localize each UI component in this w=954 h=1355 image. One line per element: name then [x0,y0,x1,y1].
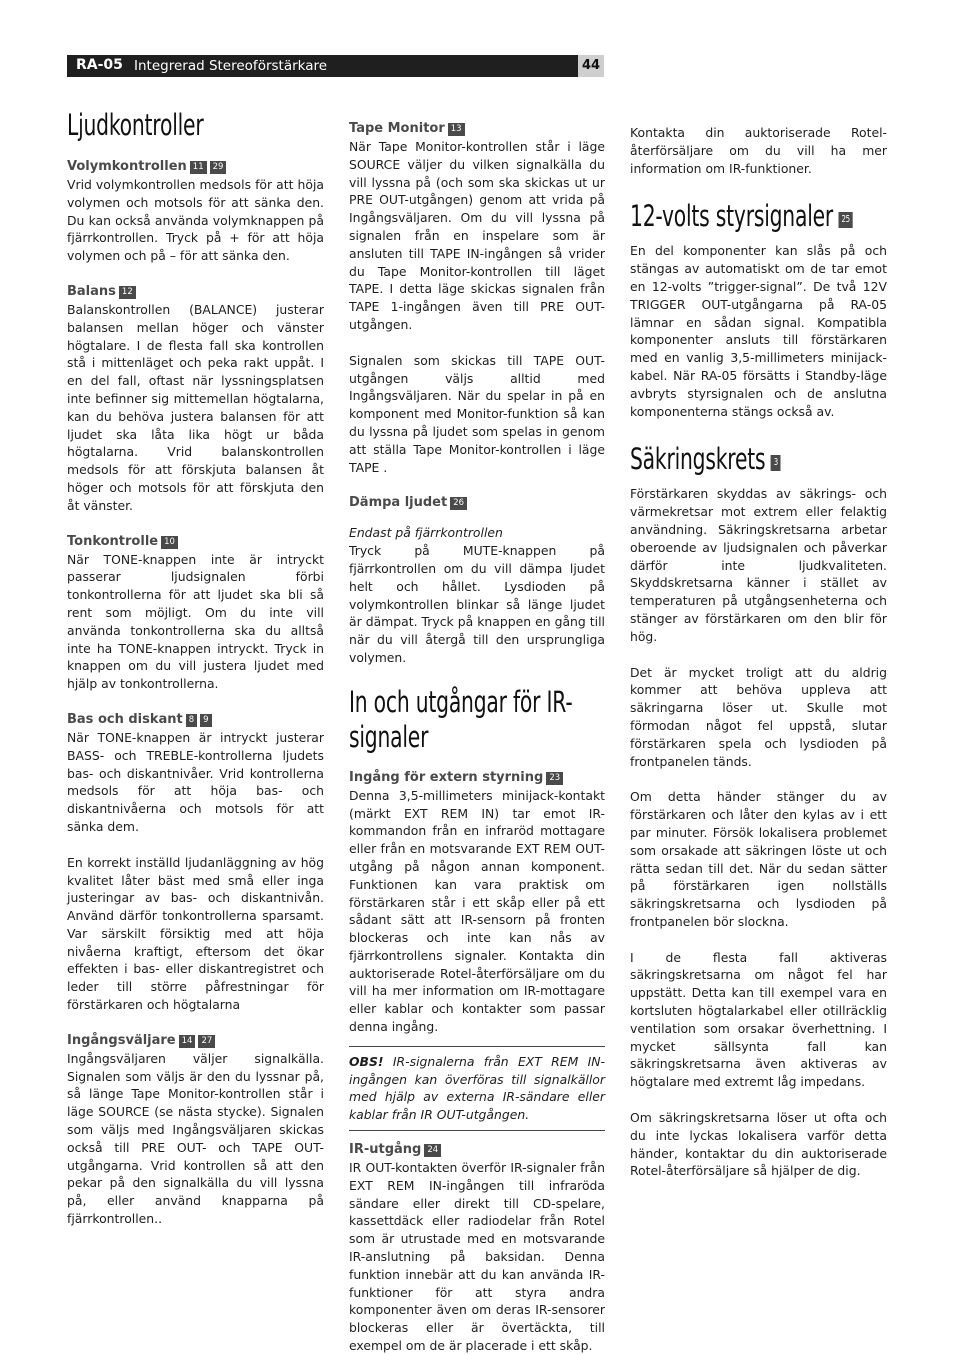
paragraph-tape-1: När Tape Monitor-kontrollen står i läge SOURCE väljer du vilken signalkälla du vill lyssna på (och som ska skickas ut ur PRE OUT-utgången) genom att vrida på Ingångsväljaren. Om du vill lyssna på signalen från en inspelare som är ansluten till TAPE IN-ingången så vrider du Tape Monitor-kontrollen till läget TAPE. I detta läge skickas signalen från TAPE 1-ingången även till PRE OUT-utgången. [349,139,605,332]
note-fjarrkontroll: Endast på fjärrkontrollen [349,525,503,541]
ref-badge: 11 [190,161,207,174]
paragraph-bas-1: När TONE-knappen är intryckt justerar BASS- och TREBLE-kontrollerna ljudets bas- och diskantnivåer. Vrid kontrollerna medsols för att höja bas- och diskantnivåerna och motsols för att sänka dem. [67,729,324,834]
paragraph-sakring-4: I de flesta fall aktiveras säkringskretsarna om något fel har uppstätt. Detta kan till exempel vara en kortsluten högtalarkabel eller otillräcklig ventilation som orsakar överhettning. I mycket sällsynta fall kan säkringskretsarna även aktiveras av högtalare med extremt låg impedans. [630,949,887,1090]
paragraph-sakring-3: Om detta händer stänger du av förstärkaren och låter den kylas av i ett par minuter. Försök lokalisera problemet som orsakade att säkringen löste ut och rätta sedan till det. När du sedan sätter på förstärkaren igen nollställs säkringskretsarna och lysdioden på frontpanelen bör slockna. [630,789,887,929]
page-header [67,55,604,77]
document-title: Integrerad Stereoförstärkare [134,58,328,74]
paragraph-extern: Denna 3,5-millimeters minijack-kontakt (märkt EXT REM IN) tar emot IR-kommandon från en infraröd mottagare eller från en motsvarande EXT REM OUT-utgång på någon annan komponent. Funktionen kan vara praktisk om förstärkaren står i ett skåp eller på ett sådant sätt att IR-sensorn på fronten blockeras och inte kan nås av fjärrkontrollens signaler. Kontakta din auktoriserade Rotel-återförsäljare om du vill ha mer information om IR-mottagare eller kablar och kontakter som passar denna ingång. [349,787,605,1035]
ref-badge: 25 [839,212,853,228]
subheading-ingangsvaljare: Ingångsväljare 14 27 [67,1032,324,1050]
heading-ljudkontroller: Ljudkontroller [67,108,204,142]
paragraph-sakring-2: Det är mycket troligt att du aldrig kommer att behöva uppleva att säkringarna löser ut. Skulle mot förmodan något fel uppstå, slutar förstärkaren spela och lysdioden på frontpanelen tänds. [630,664,887,769]
paragraph-trigger: En del komponenter kan slås på och stängas av automatiskt om de tar emot en 12-volts ”trigger-signal”. De två 12V TRIGGER OUT-utgångarna på RA-05 lämnar en sådan signal. Kompatibla komponenter ansluts till förstärkaren med en vanlig 3,5-millimeters minijack-kabel. När RA-05 försätts i Standby-läge avbryts styrsignalen och de anslutna komponenterna stängs också av. [630,243,887,419]
paragraph-intro: Kontakta din auktoriserade Rotel-återförsäljare om du vill ha mer information om IR-funktioner. [630,125,887,176]
paragraph-ir-utgang: IR OUT-kontakten överför IR-signaler från EXT REM IN-ingången till infraröda sändare eller direkt till CD-spelare, kassettdäck eller radiodelar från Rotel som är utrustade med en motsvarande IR-anslutning på baksidan. Denna funktion innebär att du kan använda IR-funktioner för att styra andra komponenter även om deras IR-sensorer blockeras eller är övertäckta, till exempel om de är placerade i ett skåp. [349,1160,605,1354]
subheading-extern-styrning: Ingång för extern styrning 23 [349,769,605,787]
subheading-balans: Balans 12 [67,283,324,301]
obs-note: OBS! IR-signalerna från EXT REM IN-ingången kan överföras till signalkällor med hjälp av externa IR-sändare eller kablar från IR OUT-utgången. [349,1053,605,1123]
ref-badge: 23 [546,772,563,785]
subheading-dampa: Dämpa ljudet 26 [349,494,605,512]
paragraph-sakring-5: Om säkringskretsarna löser ut ofta och du inte lyckas lokalisera varför detta händer, kontaktar du din auktoriserade Rotel-återförsäljare så hjälper de dig. [630,1110,887,1179]
ref-badge: 10 [161,536,178,549]
paragraph-mute: Tryck på MUTE-knappen på fjärrkontrollen om du vill dämpa ljudet helt och hållet. Lysdioden på volymkontrollen blinkar så länge ljudet är dämpat. Tryck på knappen en gång till när du vill återgå till den ursprungliga volymen. [349,543,605,665]
ref-badge: 12 [119,286,136,299]
ref-badge: 14 [179,1035,196,1048]
heading-12-volts: 12-volts styrsignaler 25 [630,199,810,234]
ref-badge: 9 [200,714,211,727]
ref-badge: 26 [450,497,467,510]
paragraph-sakring-1: Förstärkaren skyddas av säkrings- och värmekretsar mot extrem eller felaktig användning. Säkringskretsarna arbetar oberoende av ljudsignalen och påverkar därför inte ljudkvaliteten. Skyddskretsarna känner i stället av temperaturen på utgångsenheterna och stänger av förstärkaren om den blir för hög. [630,486,887,644]
ref-badge: 13 [448,123,465,136]
model-name: RA-05 [76,57,123,73]
ref-badge: 29 [210,161,227,174]
ref-badge: 27 [198,1035,215,1048]
subheading-tonkontrolle: Tonkontrolle 10 [67,533,324,551]
ref-badge: 24 [424,1144,441,1157]
ref-badge: 8 [186,714,197,727]
header-bar [67,55,578,77]
obs-label: OBS! [349,1053,384,1069]
column-3 [630,124,887,1180]
ref-badge: 3 [771,455,781,471]
paragraph-ingang: Ingångsväljaren väljer signalkälla. Signalen som väljs är den du lyssnar på, så länge Tape Monitor-kontrollen står i läge SOURCE (se nästa stycke). Signalen som väljs med Ingångsväljaren skickas också till PRE OUT- och TAPE OUT-utgångarna. Vrid kontrollen så att den pekar på den signalkälla du vill lyssna på, eller använd knapparna på fjärrkontrollen.. [67,1050,324,1227]
paragraph-tape-2: Signalen som skickas till TAPE OUT-utgången väljs alltid med Ingångsväljaren. När du spelar in på en komponent med Monitor-funktion så kan du lyssna på ljudet som spelas in genom att ställa Tape Monitor-kontrollen i läge TAPE . [349,352,605,475]
paragraph-bas-2: En korrekt inställd ljudanläggning av hög kvalitet låter bäst med små eller inga justeringar av bas- och diskantnivån. Använd därför tonkontrollerna sparsamt. Var särskilt försiktig med att höja nivåerna kraftigt, eftersom det ökar effekten i bas- eller diskantregistret och leder till större påfrestningar för förstärkaren och högtalarna [67,854,324,1013]
subheading-bas-diskant: Bas och diskant 8 9 [67,711,324,729]
column-2 [349,120,605,1355]
paragraph-volym: Vrid volymkontrollen medsols för att höja volymen och motsols för att sänka den. Du kan också använda volymknappen på fjärrkontrollen. Tryck på + för att höja volymen och på – för att sänka den. [67,177,324,264]
page-number: 44 [578,55,604,77]
subheading-volymkontrollen: Volymkontrollen 11 29 [67,158,324,176]
subheading-ir-utgang: IR-utgång 24 [349,1141,605,1159]
paragraph-balans: Balanskontrollen (BALANCE) justerar balansen mellan höger och vänster högtalare. I de flesta fall ska kontrollen stå i mittenläget och peka rakt uppåt. I en del fall, oftast när lyssningsplatsen inte befinner sig mittemellan högtalarna, kan du behöva justera balansen för att ljudet ska låta lika högt ur båda högtalarna. Vrid balanskontrollen medsols för att förskjuta balansen åt höger och motsols för att förskjuta den åt vänster. [67,301,324,513]
heading-sakringskrets: Säkringskrets 3 [630,442,810,477]
column-1 [67,108,324,1228]
paragraph-ton: När TONE-knappen inte är intryckt passerar ljudsignalen förbi tonkontrollerna för att ljudet ska bli så rent som möjligt. Om du inte vill använda tonkontrollerna ska du alltså inte ha TONE-knappen intryckt. Tryck in knappen om du vill justera ljudet med hjälp av tonkontrollerna. [67,551,324,692]
subheading-tape-monitor: Tape Monitor 13 [349,120,605,138]
heading-ir-signaler: In och utgångar för IR-signaler [349,684,573,754]
